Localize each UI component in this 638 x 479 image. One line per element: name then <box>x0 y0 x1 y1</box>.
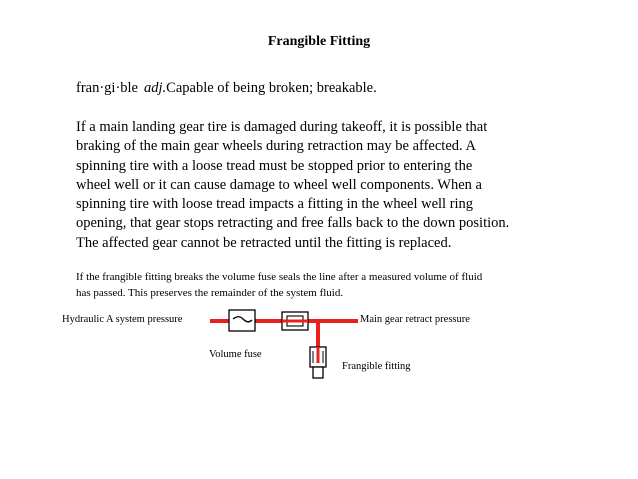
coupling-fitting <box>282 312 308 330</box>
frangible-tip <box>313 367 323 378</box>
paragraph-line: spinning tire with a loose tread must be stopped prior to entering the <box>76 157 473 174</box>
volume-fuse <box>229 310 255 331</box>
label-frangible-fitting: Frangible fitting <box>342 361 411 372</box>
note-line: has passed. This preserves the remainder of the system fluid. <box>76 286 344 299</box>
paragraph-line: braking of the main gear wheels during retraction may be affected. A <box>76 138 476 155</box>
label-main-gear-retract-pressure: Main gear retract pressure <box>360 314 470 325</box>
definition-meaning: Capable of being broken; breakable. <box>166 80 377 96</box>
label-volume-fuse: Volume fuse <box>209 349 262 360</box>
paragraph-line: If a main landing gear tire is damaged during takeoff, it is possible that <box>76 119 488 135</box>
paragraph-line: The affected gear cannot be retracted until the fitting is replaced. <box>76 234 452 251</box>
frangible-fitting <box>310 347 326 378</box>
note-line: If the frangible fitting breaks the volume fuse seals the line after a measured volume of fluid <box>76 271 483 283</box>
paragraph-line: opening, that gear stops retracting and free falls back to the down position. <box>76 215 510 232</box>
definition-term: fran·gi·ble <box>76 80 138 96</box>
definition-part-of-speech: adj. <box>144 80 167 96</box>
paragraph-line: wheel well or it can cause damage to wheel well components. When a <box>76 176 482 193</box>
paragraph-line: spinning tire with loose tread impacts a fitting in the wheel well ring <box>76 196 474 213</box>
page-title: Frangible Fitting <box>267 34 371 49</box>
label-hydraulic-a-pressure: Hydraulic A system pressure <box>62 314 183 325</box>
